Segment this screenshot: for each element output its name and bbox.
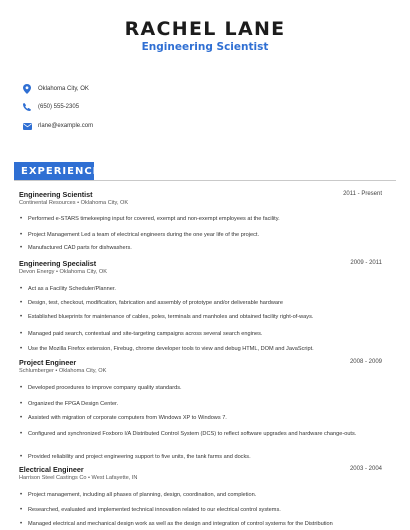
job-location: Oklahoma City, OK xyxy=(80,200,129,206)
job-company-line xyxy=(19,368,106,374)
job-company: Harrison Steel Castings Co xyxy=(19,475,87,481)
job-role-title: Engineering Scientist xyxy=(141,41,269,53)
job-title: Engineering Specialist xyxy=(19,259,97,268)
bullet-item xyxy=(20,215,365,224)
candidate-name: RACHEL LANE xyxy=(124,18,286,40)
job-dates: 2011 - Present xyxy=(343,191,382,197)
bullet-dot: • xyxy=(20,245,23,251)
bullet-dot: • xyxy=(20,385,23,391)
bullet-text: Established blueprints for maintenance of cables, poles, terminals and manholes and obtained facility right-of-ways. xyxy=(28,314,314,320)
job-dates: 2008 - 2009 xyxy=(349,359,382,365)
job-title: Engineering Scientist xyxy=(19,190,93,199)
bullet-dot: • xyxy=(20,431,23,437)
bullet-dot: • xyxy=(20,314,23,320)
separator-dot: • xyxy=(54,269,60,275)
experience-heading xyxy=(14,162,101,180)
bullet-text: Act as a Facility Scheduler/Planner. xyxy=(28,286,116,292)
job-title: Electrical Engineer xyxy=(19,465,84,474)
phone-text: (650) 555-2305 xyxy=(38,104,80,110)
job-company: Schlumberger xyxy=(19,368,54,374)
bullet-item xyxy=(20,430,365,439)
bullet-dot: • xyxy=(20,507,23,513)
bullet-text: Provided reliability and project engineering support to five units, the tank farms and docks. xyxy=(28,454,251,460)
job-company-line xyxy=(19,269,107,275)
bullet-item xyxy=(20,231,365,240)
bullet-dot: • xyxy=(20,331,23,337)
job-company-line xyxy=(19,475,137,481)
bullet-text: Configured and synchronized Foxboro I/A Distributed Control System (DCS) to reflect software upgrades and hardware change-outs. xyxy=(28,431,357,437)
bullet-item xyxy=(20,453,365,462)
separator-dot: • xyxy=(75,200,81,206)
bullet-item xyxy=(20,491,365,500)
bullet-text: Performed e-STARS timekeeping input for covered, exempt and non-exempt employees at the facility. xyxy=(28,216,280,222)
bullet-item xyxy=(20,414,365,423)
bullet-item xyxy=(20,400,365,409)
bullet-item xyxy=(20,244,365,253)
location-text: Oklahoma City, OK xyxy=(38,86,89,92)
bullet-dot: • xyxy=(20,492,23,498)
bullet-dot: • xyxy=(20,216,23,222)
bullet-item xyxy=(20,520,365,529)
bullet-text: Manufactured CAD parts for dishwashers. xyxy=(28,245,132,251)
bullet-text: Assisted with migration of corporate computers from Windows XP to Windows 7. xyxy=(28,415,227,421)
bullet-dot: • xyxy=(20,401,23,407)
bullet-text: Project management, including all phases of planning, design, coordination, and completion. xyxy=(28,492,257,498)
separator-dot: • xyxy=(53,368,59,374)
email-text: rlane@example.com xyxy=(38,123,94,129)
experience-heading-text: EXPERIENCE xyxy=(21,165,101,177)
bullet-text: Design, test, checkout, modification, fabrication and assembly of prototype and/or deliverable hardware xyxy=(28,300,283,306)
bullet-text: Project Management Led a team of electrical engineers during the one year life of the project. xyxy=(28,232,260,238)
location-pin-icon xyxy=(22,83,32,95)
bullet-text: Organized the FPGA Design Center. xyxy=(28,401,119,407)
bullet-dot: • xyxy=(20,415,23,421)
bullet-text: Managed paid search, contextual and site-targeting campaigns across several search engines. xyxy=(28,331,263,337)
separator-dot: • xyxy=(86,475,92,481)
bullet-item xyxy=(20,299,365,308)
bullet-dot: • xyxy=(20,454,23,460)
bullet-dot: • xyxy=(20,521,23,527)
job-location: Oklahoma City, OK xyxy=(58,368,107,374)
bullet-item xyxy=(20,384,365,393)
contact-email xyxy=(22,119,382,133)
bullet-item xyxy=(20,285,365,294)
job-title: Project Engineer xyxy=(19,358,77,367)
job-dates: 2003 - 2004 xyxy=(349,466,382,472)
envelope-icon xyxy=(22,120,32,132)
bullet-item xyxy=(20,506,365,515)
job-location: Oklahoma City, OK xyxy=(59,269,107,275)
bullet-item xyxy=(20,313,365,322)
contact-location xyxy=(22,82,382,96)
bullet-dot: • xyxy=(20,286,23,292)
phone-icon xyxy=(22,101,32,113)
section-divider xyxy=(14,180,396,181)
bullet-text: Managed electrical and mechanical design work as well as the design and integration of control systems for the Distribution xyxy=(28,521,333,527)
bullet-item xyxy=(20,330,365,339)
job-company-line xyxy=(19,200,128,206)
bullet-text: Developed procedures to improve company quality standards. xyxy=(28,385,182,391)
job-company: Continental Resources xyxy=(19,200,76,206)
bullet-dot: • xyxy=(20,300,23,306)
bullet-dot: • xyxy=(20,346,23,352)
job-company: Devon Energy xyxy=(19,269,55,275)
bullet-dot: • xyxy=(20,232,23,238)
job-dates: 2009 - 2011 xyxy=(350,260,382,266)
contact-phone xyxy=(22,100,382,114)
bullet-text: Use the Mozilla Firefox extension, Firebug, chrome developer tools to view and debug HTML, DOM and JavaScript. xyxy=(28,346,314,352)
bullet-text: Researched, evaluated and implemented technical innovation related to our electrical control systems. xyxy=(28,507,281,513)
job-location: West Lafayette, IN xyxy=(91,475,138,481)
bullet-item xyxy=(20,345,365,354)
